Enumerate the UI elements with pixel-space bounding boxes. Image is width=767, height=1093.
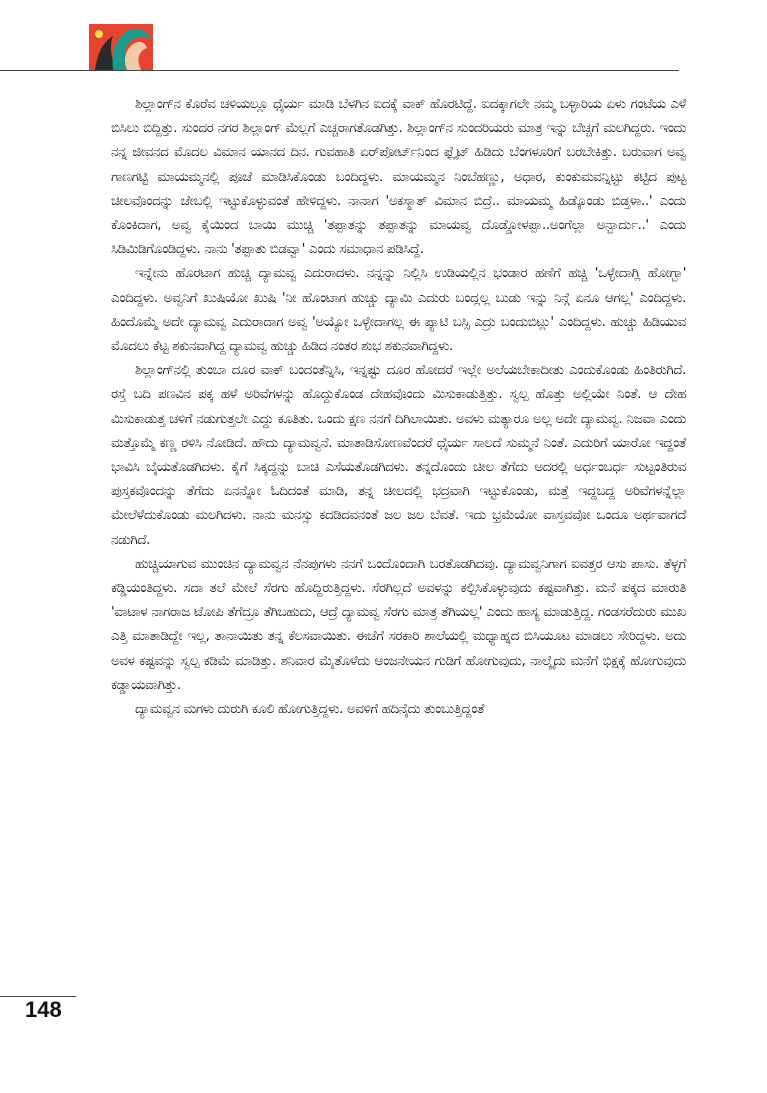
paragraph: ಶಿಲ್ಲಾಂಗ್‌ನಲ್ಲಿ ತುಂಬಾ ದೂರ ವಾಕ್ ಬಂದಂತೆನ್ನಿಸಿ, ಇನ್ನಷ್ಟು ದೂರ ಹೋದರೆ ಇಲ್ಲೇ ಅಲೆಯಬೇಕಾದೀತು ಎಂದುಕೊಂಡು ಹಿಂತಿರುಗಿದೆ. ರಸ್ತೆ ಬದಿ ಪಣವಿನ ಪಕ್ಕ ಹಳೆ ಅರಿವೆಗಳನ್ನು ಹೊದ್ದುಕೊಂಡ ದೇಹವೊಂದು ಮಿಸುಕಾಡುತ್ತಿತ್ತು. ಸ್ವಲ್ಪ ಹೊತ್ತು ಅಲ್ಲಿಯೇ ನಿಂತೆ. ಆ ದೇಹ ಮಿಸುಕಾಡುತ್ತ ಚಳಿಗೆ ನಡುಗುತ್ತಲೇ ಎದ್ದು ಕೂತಿತು. ಒಂದು ಕ್ಷಣ ನನಗೆ ದಿಗಿಲಾಯಿತು. ಅವಳು ಮತ್ಯಾರೂ ಅಲ್ಲ ಅದೇ ದ್ಯಾಮವ್ವ. ನಿಜವಾ ಎಂದು ಮತ್ತೊಮ್ಮೆ ಕಣ್ಣ ರಳಿಸಿ ನೋಡಿದೆ. ಹೌದು ದ್ಯಾಮವ್ವನೆ. ಮಾತಾಡಿಸೋಣವೆಂದರೆ ಧೈರ್ಯ ಸಾಲದೆ ಸುಮ್ಮನೆ ನಿಂತೆ. ಎದುರಿಗೆ ಯಾರೋ ಇದ್ದಂತೆ ಭಾವಿಸಿ ಬೈಯತೊಡಗಿದಳು. ಕೈಗೆ ಸಿಕ್ಕದ್ದನ್ನು ಬಾಚಿ ಎಸೆಯತೊಡಗಿದಳು. ತನ್ನದೊಂದು ಚೀಲ ತೆಗೆದು ಅದರಲ್ಲಿ ಅರ್ಧಂಬರ್ಧ ಸುಟ್ಟಂತಿರುವ ಪುಸ್ತಕವೊಂದನ್ನು ತೆಗೆದು ಏನನ್ನೋ ಓದಿದಂತೆ ಮಾಡಿ, ತನ್ನ ಚೀಲದಲ್ಲಿ ಭದ್ರವಾಗಿ ಇಟ್ಟುಕೊಂಡು, ಮತ್ತೆ ಇದ್ದಬದ್ದ ಅರಿವೆಗಳನ್ನೆಲ್ಲಾ ಮೇಲೆಳೆದುಕೊಂಡು ಮಲಗಿದಳು. ನಾನು ಮನಸ್ಸು ಕದಡಿದವನಂತೆ ಜಲ ಜಲ ಬೆವತೆ. ಇದು ಭ್ರಮೆಯೋ ವಾಸ್ತವವೋ ಒಂದೂ ಅರ್ಥವಾಗದೆ ನಡುಗಿದೆ. (111, 363, 686, 548)
paragraph: ಇನ್ನೇನು ಹೊರಟಾಗ ಹುಚ್ಚಿ ದ್ಯಾಮವ್ವ ಎದುರಾದಳು. ನನ್ನನ್ನು ನಿಲ್ಲಿಸಿ ಉಡಿಯಲ್ಲಿನ ಭಂಡಾರ ಹಣೆಗೆ ಹಚ್ಚಿ 'ಒಳ್ಳೇದಾಗ್ಲಿ ಹೋಗ್ಬಾ' ಎಂದಿದ್ದಳು. ಅವ್ವನಿಗೆ ಖುಷಿಯೋ ಖುಷಿ 'ನೀ ಹೊಂಟಾಗ ಹುಚ್ಚು ದ್ಯಾಮಿ ಎದುರು ಬಂದ್ಲಲ್ಲ ಬುಡು ಇನ್ನು ನಿನ್ಗೆ ಏನೂ ಆಗಲ್ಲ' ಎಂದಿದ್ದಳು. ಹಿಂದೊಮ್ಮೆ ಅದೇ ದ್ಯಾಮವ್ವ ಎದುರಾದಾಗ ಅವ್ವ 'ಅಯ್ಯೋ ಒಳ್ಳೇದಾಗಲ್ಲ ಈ ಪ್ಯಾಟಿ ಬಸ್ಸಿ ಎದ್ರು ಬಂದುಬಿಟ್ಲು' ಎಂದಿದ್ದಳು. ಹುಚ್ಚು ಹಿಡಿಯುವ ಮೊದಲು ಕೆಟ್ಟ ಶಕುನವಾಗಿದ್ದ ದ್ಯಾಮವ್ವ ಹುಚ್ಚು ಹಿಡಿದ ನಂತರ ಶುಭ ಶಕುನವಾಗಿದ್ದಳು. (111, 266, 686, 355)
paragraph: ಹುಚ್ಚಿಯಾಗುವ ಮುಂಚಿನ ದ್ಯಾಮವ್ವನ ನೆನಪುಗಳು ನನಗೆ ಒಂದೊಂದಾಗಿ ಬರತೊಡಗಿದವು. ದ್ಯಾಮವ್ವನಿಗಾಗ ಐವತ್ತರ ಆಸು ಪಾಸು. ತೆಳ್ಳಗೆ ಕಡ್ಡಿಯಂತಿದ್ದಳು. ಸದಾ ತಲೆ ಮೇಲೆ ಸೆರಗು ಹೊದ್ದಿರುತ್ತಿದ್ದಳು. ಸೆರಗಿಲ್ಲದೆ ಅವಳನ್ನು ಕಲ್ಪಿಸಿಕೊಳ್ಳುವುದು ಕಷ್ಟವಾಗಿತ್ತು. ಮನೆ ಪಕ್ಕದ ಮಾರುತಿ 'ವಾಟಾಳ ನಾಗರಾಜ ಟೋಪಿ ತೆಗೆದ್ರೂ ತೆಗಿಬಹುದು, ಆದ್ರೆ ದ್ಯಾಮವ್ವ ಸೆರಗು ಮಾತ್ರ ತೆಗಿಯಲ್ಲ' ಎಂದು ಹಾಸ್ಯ ಮಾಡುತ್ತಿದ್ದ. ಗಂಡಸರೆದುರು ಮುಖ ಎತ್ತಿ ಮಾತಾಡಿದ್ದೇ ಇಲ್ಲ, ತಾನಾಯಿತು ತನ್ನ ಕೆಲಸವಾಯಿತು. ಈಚೆಗೆ ಸರಕಾರಿ ಶಾಲೆಯಲ್ಲಿ ಮಧ್ಯಾಹ್ನದ ಬಿಸಿಯೂಟ ಮಾಡಲು ಸೇರಿದ್ದಳು. ಅದು ಅವಳ ಕಷ್ಟವನ್ನು ಸ್ವಲ್ಪ ಕಡಿಮೆ ಮಾಡಿತ್ತು. ಶನಿವಾರ ಮೈತೊಳೆದು ಆಂಜನೇಯನ ಗುಡಿಗೆ ಹೋಗುವುದು, ನಾಲ್ಕೈದು ಮನೆಗೆ ಭಿಕ್ಷಕ್ಕೆ ಹೋಗುವುದು ಕಡ್ಡಾಯವಾಗಿತ್ತು. (111, 556, 686, 693)
paragraph: ದ್ಯಾಮವ್ವನ ಮಗಳು ದುರುಗಿ ಕೂಲಿ ಹೋಗುತ್ತಿದ್ದಳು. ಅವಳಿಗೆ ಹದಿನೈದು ತುಂಬುತ್ತಿದ್ದಂತೆ (135, 702, 485, 718)
page-number: 148 (25, 997, 62, 1022)
paragraph: ಶಿಲ್ಲಾಂಗ್‌ನ ಕೊರೆವ ಚಳಿಯಲ್ಲೂ ಧೈರ್ಯ ಮಾಡಿ ಬೆಳಗಿನ ಐದಕ್ಕೆ ವಾಕ್ ಹೊರಟಿದ್ದೆ. ಐದಕ್ಕಾಗಲೇ ನಮ್ಮ ಬಳ್ಳಾರಿಯ ಏಳು ಗಂಟೆಯ ಎಳೆ ಬಿಸಿಲು ಬಿದ್ದಿತ್ತು. ಸುಂದರ ನಗರ ಶಿಲ್ಲಾಂಗ್ ಮೆಲ್ಲಗೆ ಎಚ್ಚರಾಗತೊಡಗಿತ್ತು. ಶಿಲ್ಲಾಂಗ್‌ನ ಸುಂದರಿಯರು ಮಾತ್ರ ಇನ್ನು ಬೆಚ್ಚಗೆ ಮಲಗಿದ್ದರು. ಇಂದು ನನ್ನ ಜೀವನದ ಮೊದಲ ವಿಮಾನ ಯಾನದ ದಿನ. ಗುವಹಾತಿ ಏರ್‌ಪೋರ್ಟ್‌ನಿಂದ ಫ್ಲೈಟ್ ಹಿಡಿದು ಬೆಂಗಳೂರಿಗೆ ಬರಬೇಕಿತ್ತು. ಬರುವಾಗ ಅವ್ವ ಗಾಣಗಟ್ಟಿ ಮಾಯಮ್ಮನಲ್ಲಿ ಪೂಜೆ ಮಾಡಿಸಿಕೊಂಡು ಬಂದಿದ್ದಳು. ಮಾಯಮ್ಮನ ನಿಂಬೆಹಣ್ಣು, ಅಧಾರ, ಕುಂಕುಮವನ್ನಿಟ್ಟು ಕಟ್ಟಿದ ಪುಟ್ಟ ಚೀಲವೊಂದನ್ನು ಜೇಬಲ್ಲಿ ಇಟ್ಟುಕೊಳ್ಳುವಂತೆ ಹೇಳಿದ್ದಳು. ನಾನಾಗ 'ಅಕಸ್ಮಾತ್ ವಿಮಾನ ಬಿದ್ರೆ.. ಮಾಯಮ್ಮ ಹಿಡ್ಕೊಂಡು ಬಿಡ್ತಳಾ..' ಎಂದು ಕೊಂಕಿದಾಗ, ಅವ್ವ ಕೈಯಿಂದ ಬಾಯಿ ಮುಚ್ಚಿ 'ತಪ್ಪಾತನ್ನು ತಪ್ಪಾತನ್ನು ಮಾಯವ್ವ ದೊಡ್ಡೋಳಪ್ಪಾ..ಅಂಗೆಲ್ಲಾ ಅನ್ಬಾರ್ದು..' ಎಂದು ಸಿಡಿಮಿಡಿಗೊಂಡಿದ್ದಳು. ನಾನು 'ತಪ್ಪಾತು ಬಿಡವ್ವಾ' ಎಂದು ಸಮಾಧಾನ ಪಡಿಸಿದ್ದೆ. (111, 97, 686, 258)
article-body (111, 93, 686, 722)
woman-profile-logo-icon (89, 24, 153, 70)
header-rule (0, 70, 679, 71)
